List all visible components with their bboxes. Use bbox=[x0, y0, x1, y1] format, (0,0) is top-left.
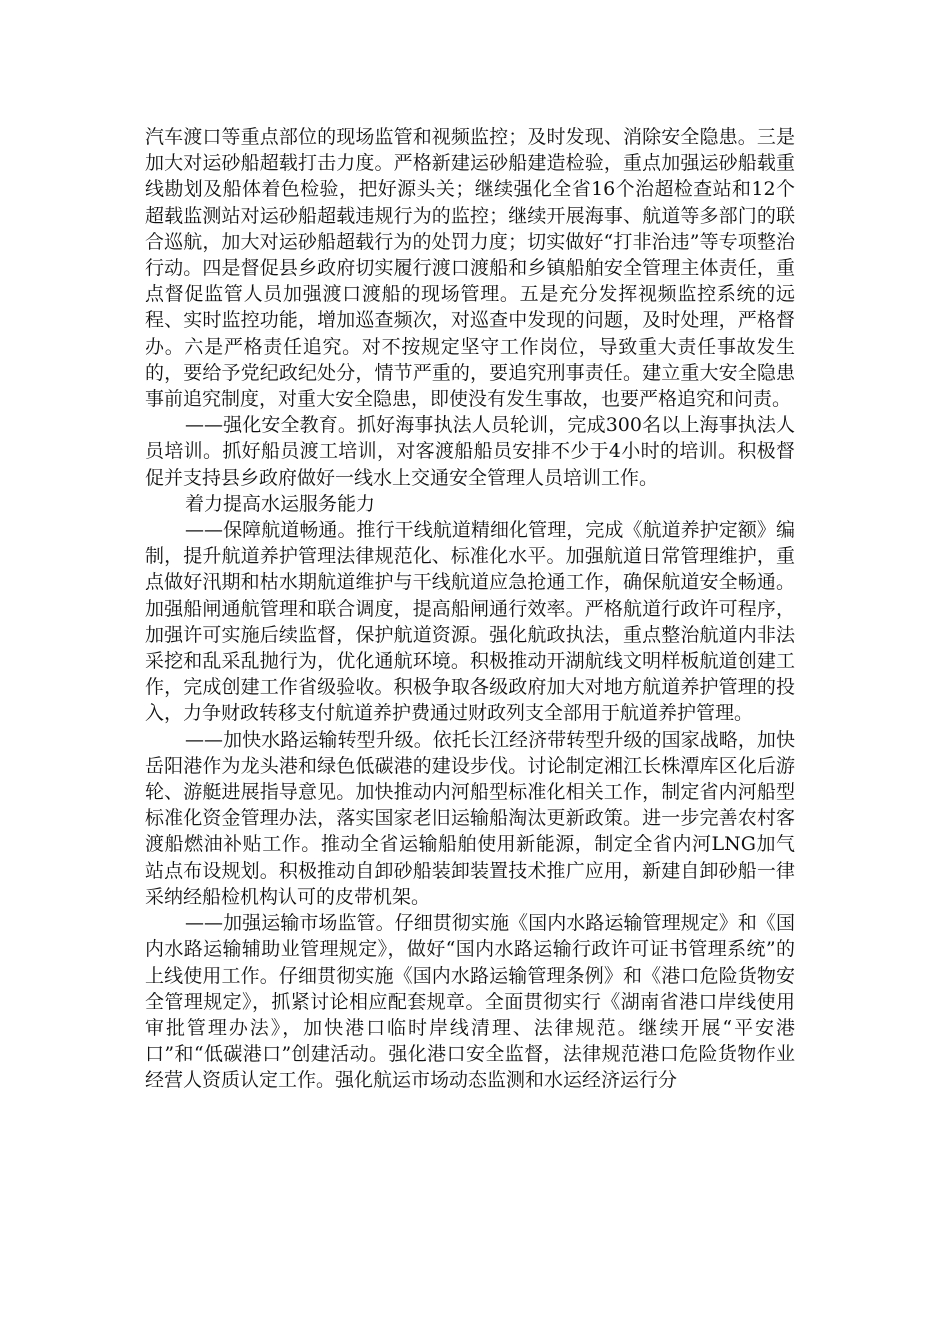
paragraph-transport-upgrade: ——加快水路运输转型升级。依托长江经济带转型升级的国家战略，加快岳阳港作为龙头港和绿色低碳港的建设步伐。讨论制定湘江长株潭库区化后游轮、游艇进展指导意见。加快推动内河船型标准化相关工作，制定省内河船型标准化资金管理办法，落实国家老旧运输船淘汰更新政策。进一步完善农村客渡船燃油补贴工作。推动全省运输船舶使用新能源，制定全省内河LNG加气站点布设规划。积极推动自卸砂船装卸装置技术推广应用，新建自卸砂船一律采纳经船检机构认可的皮带机架。 bbox=[145, 728, 795, 908]
paragraph-market-supervision: ——加强运输市场监管。仔细贯彻实施《国内水路运输管理规定》和《国内水路运输辅助业管理规定》，做好“国内水路运输行政许可证书管理系统”的上线使用工作。仔细贯彻实施《国内水路运输管理条例》和《港口危险货物安全管理规定》，抓紧讨论相应配套规章。全面贯彻实行《湖南省港口岸线使用审批管理办法》，加快港口临时岸线清理、法律规范。继续开展“平安港口”和“低碳港口”创建活动。强化港口安全监督，法律规范港口危险货物作业经营人资质认定工作。强化航运市场动态监测和水运经济运行分 bbox=[145, 912, 795, 1092]
section-heading-water-transport-service: 着力提高水运服务能力 bbox=[185, 492, 376, 515]
paragraph-safety-education: ——强化安全教育。抓好海事执法人员轮训，完成300名以上海事执法人员培训。抓好船员渡工培训，对客渡船船员安排不少于4小时的培训。积极督促并支持县乡政府做好一线水上交通安全管理人员培训工作。 bbox=[145, 414, 795, 489]
document-page bbox=[145, 124, 795, 1094]
paragraph-waterway-smooth: ——保障航道畅通。推行干线航道精细化管理，完成《航道养护定额》编制，提升航道养护管理法律规范化、标准化水平。加强航道日常管理维护，重点做好汛期和枯水期航道维护与干线航道应急抢通工作，确保航道安全畅通。加强船闸通航管理和联合调度，提高船闸通行效率。严格航道行政许可程序，加强许可实施后续监督，保护航道资源。强化航政执法，重点整治航道内非法采挖和乱采乱抛行为，优化通航环境。积极推动开湖航线文明样板航道创建工作，完成创建工作省级验收。积极争取各级政府加大对地方航道养护管理的投入，力争财政转移支付航道养护费通过财政列支全部用于航道养护管理。 bbox=[145, 519, 795, 725]
paragraph-safety-measures: 汽车渡口等重点部位的现场监管和视频监控；及时发现、消除安全隐患。三是加大对运砂船超载打击力度。严格新建运砂船建造检验，重点加强运砂船载重线勘划及船体着色检验，把好源头关；继续强化全省16个治超检查站和12个超载监测站对运砂船超载违规行为的监控；继续开展海事、航道等多部门的联合巡航，加大对运砂船超载行为的处罚力度；切实做好“打非治违”等专项整治行动。四是督促县乡政府切实履行渡口渡船和乡镇船舶安全管理主体责任，重点督促监管人员加强渡口渡船的现场管理。五是充分发挥视频监控系统的远程、实时监控功能，增加巡查频次，对巡查中发现的问题，及时处理，严格督办。六是严格责任追究。对不按规定坚守工作岗位，导致重大责任事故发生的，要给予党纪政纪处分，情节严重的，要追究刑事责任。建立重大安全隐患事前追究制度，对重大安全隐患，即使没有发生事故，也要严格追究和问责。 bbox=[145, 126, 795, 411]
